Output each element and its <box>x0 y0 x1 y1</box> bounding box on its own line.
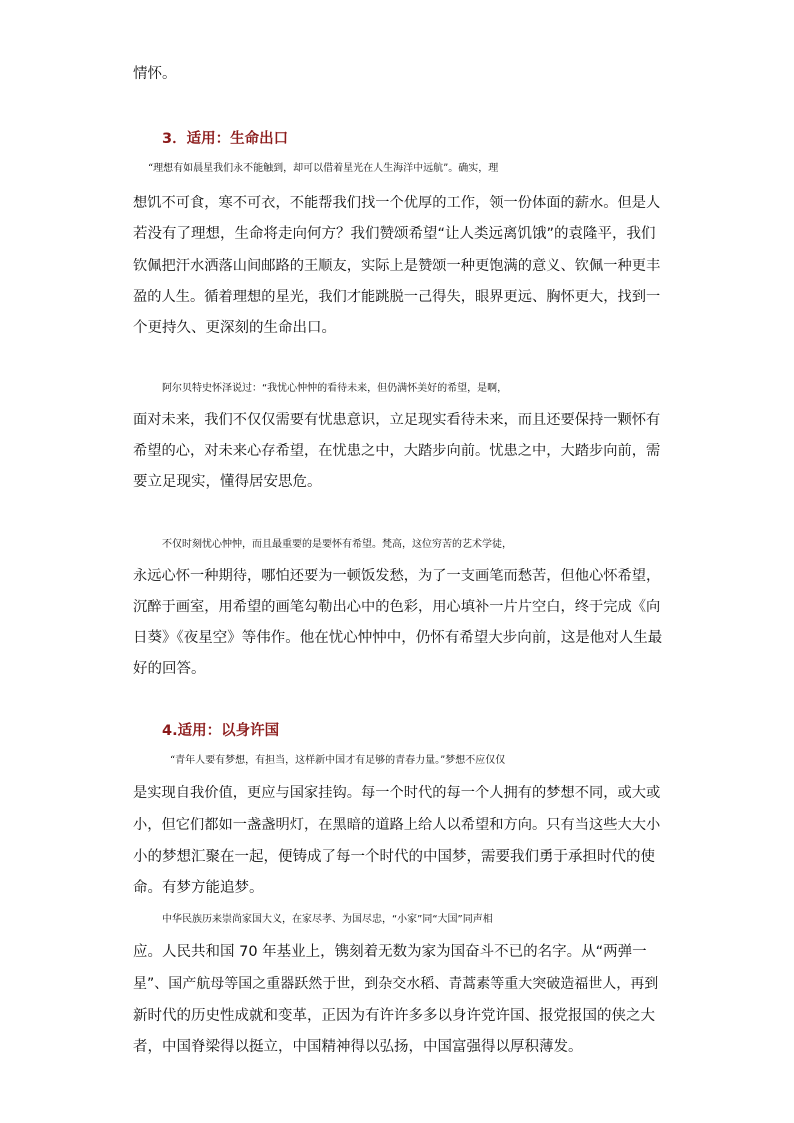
paragraph-line: 不仅时刻忧心忡忡，而且最重要的是要怀有希望。梵高，这位穷苦的艺术学徒， <box>162 539 512 550</box>
paragraph-line: 要立足现实，懂得居安思危。 <box>133 474 322 490</box>
paragraph-line: 者，中国脊梁得以挺立，中国精神得以弘扬，中国富强得以厚积薄发。 <box>133 1039 583 1055</box>
paragraph-line: 好的回答。 <box>133 661 206 677</box>
paragraph-line: 小的梦想汇聚在一起，便铸成了每一个时代的中国梦，需要我们勇于承担时代的使 <box>133 849 655 865</box>
paragraph-line: 阿尔贝特史怀泽说过：“我忧心忡忡的看待未来，但仍满怀美好的希望，是啊， <box>162 383 508 394</box>
section-3-heading: 3．适用：生命出口 <box>162 131 289 147</box>
paragraph-line: 面对未来，我们不仅仅需要有忧患意识，立足现实看待未来，而且还要保持一颗怀有 <box>133 412 661 428</box>
section-4-heading: 4.适用：以身许国 <box>162 723 280 739</box>
paragraph-line: 想饥不可食，寒不可衣，不能帮我们找一个优厚的工作，领一份体面的薪水。但是人 <box>133 195 661 211</box>
paragraph-line: 命。有梦方能追梦。 <box>133 880 264 896</box>
paragraph-line: “理想有如晨星我们永不能触到，却可以借着星光在人生海洋中远航”。确实，理 <box>148 163 499 174</box>
paragraph-line: “青年人要有梦想，有担当，这样新中国才有足够的青春力量。”梦想不应仅仅 <box>170 755 506 766</box>
paragraph-line: 沉醉于画室，用希望的画笔勾勒出心中的色彩，用心填补一片片空白，终于完成《向 <box>133 599 661 615</box>
paragraph-line: 星”、国产航母等国之重器跃然于世，到杂交水稻、青蒿素等重大突破造福世人，再到 <box>133 976 659 992</box>
paragraph-line: 日葵》《夜星空》等伟作。他在忧心忡忡中，仍怀有希望大步向前，这是他对人生最 <box>133 630 663 646</box>
paragraph-line: 中华民族历来崇尚家国大义，在家尽孝、为国尽忠，“小家”同“大国”同声相 <box>162 914 493 925</box>
paragraph-line: 希望的心，对未来心存希望，在忧患之中，大踏步向前。忧患之中，大踏步向前，需 <box>133 443 661 459</box>
paragraph-line: 是实现自我价值，更应与国家挂钩。每一个时代的每一个人拥有的梦想不同，或大或 <box>133 785 661 801</box>
paragraph-line: 若没有了理想，生命将走向何方？我们赞颂希望“让人类远离饥饿”的袁隆平，我们 <box>133 226 656 242</box>
continuation-text: 情怀。 <box>133 66 177 82</box>
paragraph-line: 新时代的历史性成就和变革，正因为有许许多多以身许党许国、报党报国的侠之大 <box>133 1008 655 1024</box>
paragraph-line: 应。人民共和国 70 年基业上，镌刻着无数为家为国奋斗不已的名字。从“两弹一 <box>133 944 647 960</box>
paragraph-line: 钦佩把汗水洒落山间邮路的王顺友，实际上是赞颂一种更饱满的意义、钦佩一种更丰 <box>133 258 661 274</box>
paragraph-line: 个更持久、更深刻的生命出口。 <box>133 320 336 336</box>
paragraph-line: 小，但它们都如一盏盏明灯，在黑暗的道路上给人以希望和方向。只有当这些大大小 <box>133 817 661 833</box>
paragraph-line: 永远心怀一种期待，哪怕还要为一顿饭发愁，为了一支画笔而愁苦，但他心怀希望， <box>133 568 661 584</box>
paragraph-line: 盈的人生。循着理想的星光，我们才能跳脱一己得失，眼界更远、胸怀更大，找到一 <box>133 289 661 305</box>
